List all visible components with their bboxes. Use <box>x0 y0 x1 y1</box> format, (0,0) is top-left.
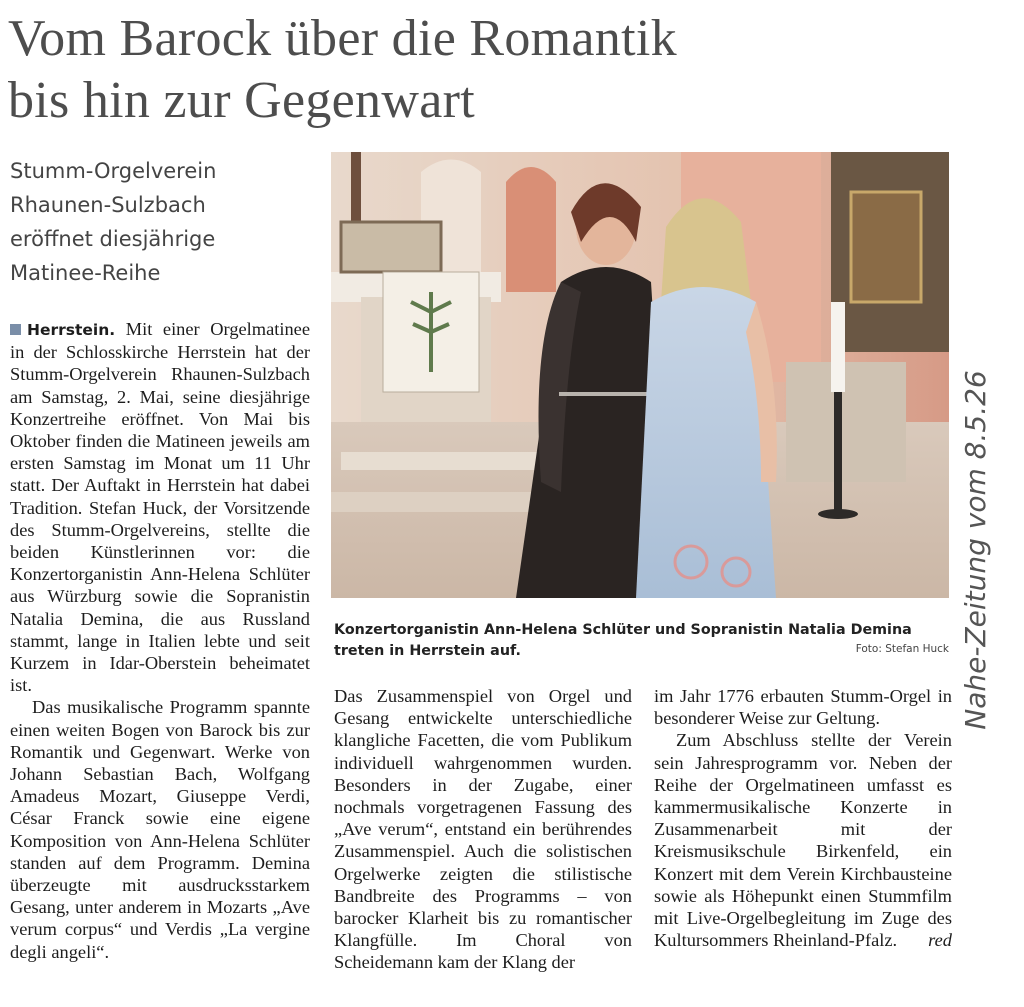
author-signature: red <box>928 930 952 951</box>
article-paragraph <box>654 729 952 951</box>
dateline: Herrstein. <box>27 321 116 339</box>
subheadline-line: eröffnet diesjährige <box>10 227 216 251</box>
handwritten-note <box>955 270 1015 830</box>
photo-caption: Konzertorganistin Ann-Helena Schlüter und Sopranistin Natalia Demina treten in Herrstein auf. <box>334 622 912 659</box>
article-paragraph: im Jahr 1776 erbauten Stumm-Orgel in besonderer Weise zur Geltung. <box>654 686 952 729</box>
subheadline-line: Rhaunen-Sulzbach <box>10 193 206 217</box>
article-column-3 <box>654 685 952 951</box>
article-paragraph: Das Zusammenspiel von Orgel und Gesang entwickelte unterschiedliche klangliche Facetten, die vom Publikum individuell wahrgenommen wurden. Besonders in der Zugabe, einer nochmals vorgetragenen Fassung des „Ave verum“, entstand ein berührendes Zusammenspiel. Auch die solistischen Orgelwerke zeigten die stilistische Bandbreite des Programms – von barocker Klarheit bis zu romantischer Klangfülle. Im Choral von Scheidemann kam der Klang der <box>334 686 632 973</box>
article-column-1 <box>10 318 310 963</box>
headline-line-2: bis hin zur Gegenwart <box>8 72 475 129</box>
photo-church-interior <box>331 152 949 598</box>
photo-credit: Foto: Stefan Huck <box>855 643 949 655</box>
handwritten-note-text: Nahe-Zeitung vom 8.5.26 <box>959 370 992 730</box>
article-paragraph: Das musikalische Programm spannte einen weiten Bogen von Barock bis zur Romantik und Gegenwart. Werke von Johann Sebastian Bach, Wolfgang Amadeus Mozart, Giuseppe Verdi, César Franck sowie eine eigene Komposition von Ann-Helena Schlüter standen auf dem Programm. Demina überzeugte mit ausdrucksstarkem Gesang, unter anderem in Mozarts „Ave verum corpus“ und Verdis „La vergine degli angeli“. <box>10 697 310 962</box>
subheadline-line: Stumm-Orgelverein <box>10 159 217 183</box>
subheadline-line: Matinee-Reihe <box>10 261 161 285</box>
lead-square-icon <box>10 324 21 335</box>
article-text: Mit einer Orgelmatinee in der Schlosskirche Herrstein hat der Stumm-Orgelverein Rhaunen-Sulzbach am Samstag, 2. Mai, seine diesjährige Konzertreihe eröffnet. Von Mai bis Oktober finden die Matineen jeweils am ersten Samstag im Monat um 11 Uhr statt. Der Auftakt in Herrstein hat dabei Tradition. Stefan Huck, der Vorsitzende des Stumm-Orgelvereins, stellte die beiden Künstlerinnen vor: die Konzertorganistin Ann-Helena Schlüter aus Würzburg sowie die Sopranistin Natalia Demina, die aus Russland stammt, lange in Italien lebte und seit Kurzem in Idar-Oberstein beheimatet ist. <box>10 319 310 696</box>
headline-line-1: Vom Barock über die Romantik <box>8 10 677 67</box>
article-photo <box>331 152 949 598</box>
headline <box>8 8 808 132</box>
subheadline <box>10 154 328 290</box>
article-column-2 <box>334 685 632 974</box>
article-text: Zum Abschluss stellte der Verein sein Jahresprogramm vor. Neben der Reihe der Orgelmatineen umfasst es kammermusikalische Konzerte in Zusammenarbeit mit der Kreismusikschule Birkenfeld, ein Konzert mit dem Verein Kirchbausteine sowie als Höhepunkt einen Stummfilm mit Live-Orgelbegleitung im Zuge des Kultursommers Rheinland-Pfalz. <box>654 730 952 951</box>
article-paragraph <box>10 318 310 696</box>
